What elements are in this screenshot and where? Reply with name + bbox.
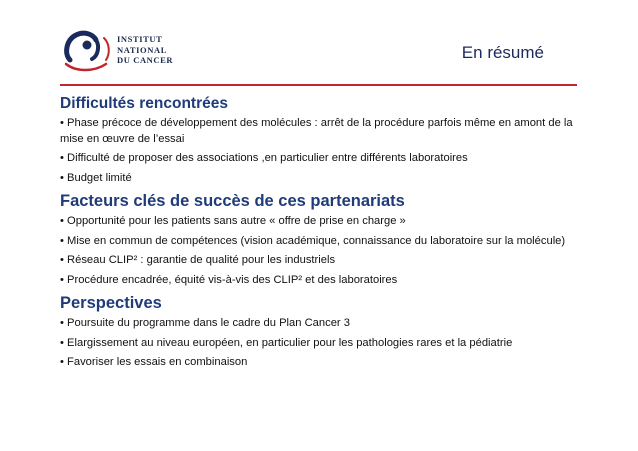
section-heading: Difficultés rencontrées xyxy=(60,95,228,112)
logo-line-1: INSTITUT xyxy=(117,34,163,44)
title-divider xyxy=(60,84,577,86)
logo-line-3: DU CANCER xyxy=(117,55,174,65)
institut-national-du-cancer-logo xyxy=(60,26,180,76)
bullet-item: • Réseau CLIP² : garantie de qualité pour les industriels xyxy=(60,254,336,266)
slide-content xyxy=(60,94,580,377)
bullet-item: • Opportunité pour les patients sans autre « offre de prise en charge » xyxy=(60,215,406,227)
section-heading: Perspectives xyxy=(60,294,162,312)
section-heading: Facteurs clés de succès de ces partenariats xyxy=(60,192,405,210)
section-difficulties xyxy=(60,94,580,186)
bullet-item: • Phase précoce de développement des molécules : arrêt de la procédure parfois même en amont de la mise en œuvre de l’essai xyxy=(60,117,573,145)
slide-title: En résumé xyxy=(461,43,544,62)
bullet-item: • Difficulté de proposer des associations ,en particulier entre différents laboratoires xyxy=(60,152,468,164)
bullet-item: • Favoriser les essais en combinaison xyxy=(60,356,248,368)
bullet-item: • Budget limité xyxy=(60,171,132,184)
logo-line-2: NATIONAL xyxy=(117,44,167,55)
logo-text xyxy=(117,34,173,66)
bullet-item: • Procédure encadrée, équité vis-à-vis des CLIP² et des laboratoires xyxy=(60,273,398,286)
section-perspectives xyxy=(60,294,580,371)
bullet-item: • Mise en commun de compétences (vision académique, connaissance du laboratoire sur la molécule) xyxy=(60,234,566,247)
bullet-item: • Elargissement au niveau européen, en particulier pour les pathologies rares et la pédiatrie xyxy=(60,336,513,349)
section-success-factors xyxy=(60,192,580,288)
logo-mark-icon xyxy=(60,26,116,76)
bullet-item: • Poursuite du programme dans le cadre du Plan Cancer 3 xyxy=(60,317,350,329)
